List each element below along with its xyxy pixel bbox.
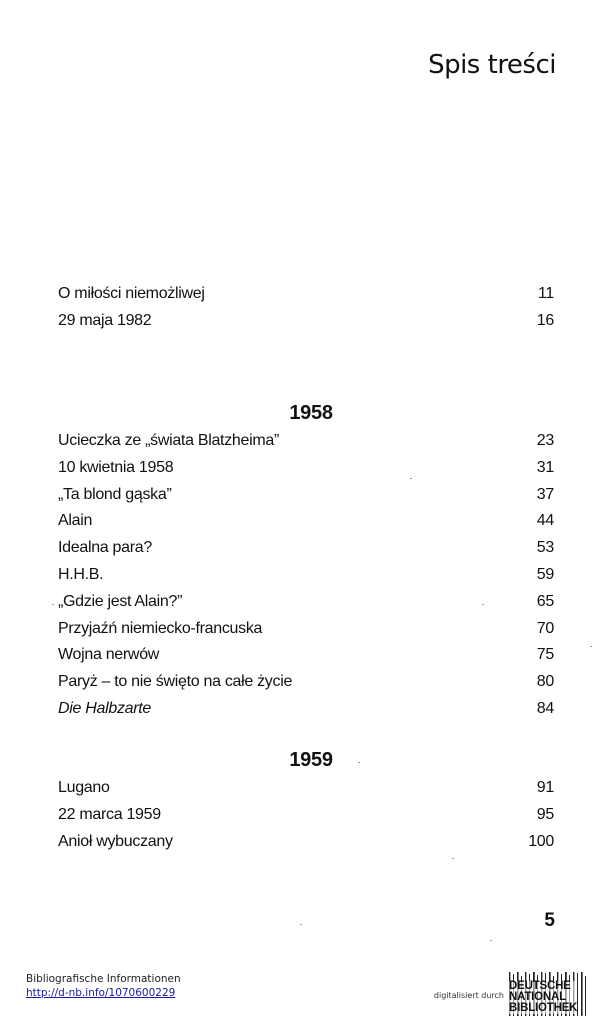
scan-speck <box>52 604 54 605</box>
toc-intro <box>58 281 554 335</box>
scan-speck <box>300 924 302 925</box>
toc-entry-page: 16 <box>536 311 554 329</box>
toc-section-1959 <box>58 745 554 855</box>
toc-entry[interactable] <box>58 696 554 723</box>
toc-entry[interactable] <box>58 535 554 562</box>
dnb-logo <box>508 970 588 1018</box>
scan-speck <box>410 478 412 479</box>
scan-speck <box>482 604 484 605</box>
toc-entry-title: 29 maja 1982 <box>58 311 152 329</box>
toc-entry-title: „Ta blond gąska” <box>58 485 172 503</box>
dnb-wordmark <box>509 981 577 1014</box>
biblio-link[interactable]: http://d-nb.info/1070600229 <box>26 987 176 999</box>
toc-entry-page: 53 <box>536 539 554 557</box>
toc-entry[interactable] <box>58 802 554 829</box>
toc-entry[interactable] <box>58 562 554 589</box>
toc-entry-title: 10 kwietnia 1958 <box>58 458 174 476</box>
page-title: Spis treści <box>428 50 556 80</box>
toc-entry-page: 91 <box>536 779 554 796</box>
toc-entry-page: 31 <box>536 458 554 476</box>
section-heading: 1958 <box>289 402 333 424</box>
toc-entry-title: Ucieczka ze „świata Blatzheima” <box>58 432 279 449</box>
toc-entry[interactable] <box>58 589 554 616</box>
page-number: 5 <box>544 910 555 931</box>
toc-entry-page: 65 <box>536 592 554 610</box>
toc-entry[interactable] <box>58 482 554 509</box>
toc-entry[interactable] <box>58 642 554 669</box>
toc-entry[interactable] <box>58 829 554 856</box>
toc-entry-page: 75 <box>536 646 554 664</box>
toc-entry-page: 23 <box>536 432 554 449</box>
scan-speck <box>490 940 492 941</box>
toc-entry[interactable] <box>58 428 554 455</box>
toc-entry[interactable] <box>58 508 554 535</box>
toc-entry-title: Idealna para? <box>58 539 152 557</box>
toc-entry-title: Anioł wybuczany <box>58 832 173 850</box>
section-heading: 1959 <box>289 749 333 771</box>
toc-entry[interactable] <box>58 455 554 482</box>
scan-speck <box>358 762 360 763</box>
bibliographic-info <box>26 972 181 1000</box>
toc-entry-page: 11 <box>537 285 554 302</box>
scan-speck <box>590 646 592 647</box>
toc-entry[interactable] <box>58 308 554 335</box>
biblio-label: Bibliografische Informationen <box>26 973 181 985</box>
toc-entry-title: Lugano <box>58 779 110 796</box>
dnb-stamp <box>434 970 588 1018</box>
dnb-line-2: NATIONAL <box>509 992 577 1003</box>
digitized-by-label: digitalisiert durch <box>433 991 504 1000</box>
toc-section-1958 <box>58 398 554 723</box>
toc-entry[interactable] <box>58 775 554 802</box>
scan-speck <box>452 858 454 859</box>
toc-entry-page: 95 <box>536 805 554 823</box>
toc-entry-title: Die Halbzarte <box>58 699 152 717</box>
toc-entry-title: Paryż – to nie święto na całe życie <box>58 673 293 691</box>
toc-entry-page: 100 <box>528 832 554 850</box>
toc-entry[interactable] <box>58 669 554 696</box>
toc-entry-title: 22 marca 1959 <box>58 805 161 823</box>
toc-entry-title: „Gdzie jest Alain?” <box>58 592 183 610</box>
toc-entry-page: 80 <box>536 673 554 691</box>
toc-entry-page: 37 <box>536 485 554 503</box>
toc-entry[interactable] <box>58 616 554 643</box>
toc-entry-title: Alain <box>58 512 93 530</box>
toc-entry-page: 70 <box>536 619 554 637</box>
toc-entry-page: 84 <box>536 699 554 717</box>
toc-entry-page: 59 <box>536 565 554 583</box>
dnb-line-1: DEUTSCHE <box>509 981 577 992</box>
toc-entry-title: H.H.B. <box>58 565 104 583</box>
toc-entry-page: 44 <box>536 512 554 530</box>
toc-entry[interactable] <box>58 281 554 308</box>
toc-entry-title: O miłości niemożliwej <box>58 285 205 302</box>
toc-entry-title: Wojna nerwów <box>58 646 160 664</box>
toc-entry-title: Przyjaźń niemiecko-francuska <box>58 619 263 637</box>
dnb-line-3: BIBLIOTHEK <box>509 1002 578 1014</box>
